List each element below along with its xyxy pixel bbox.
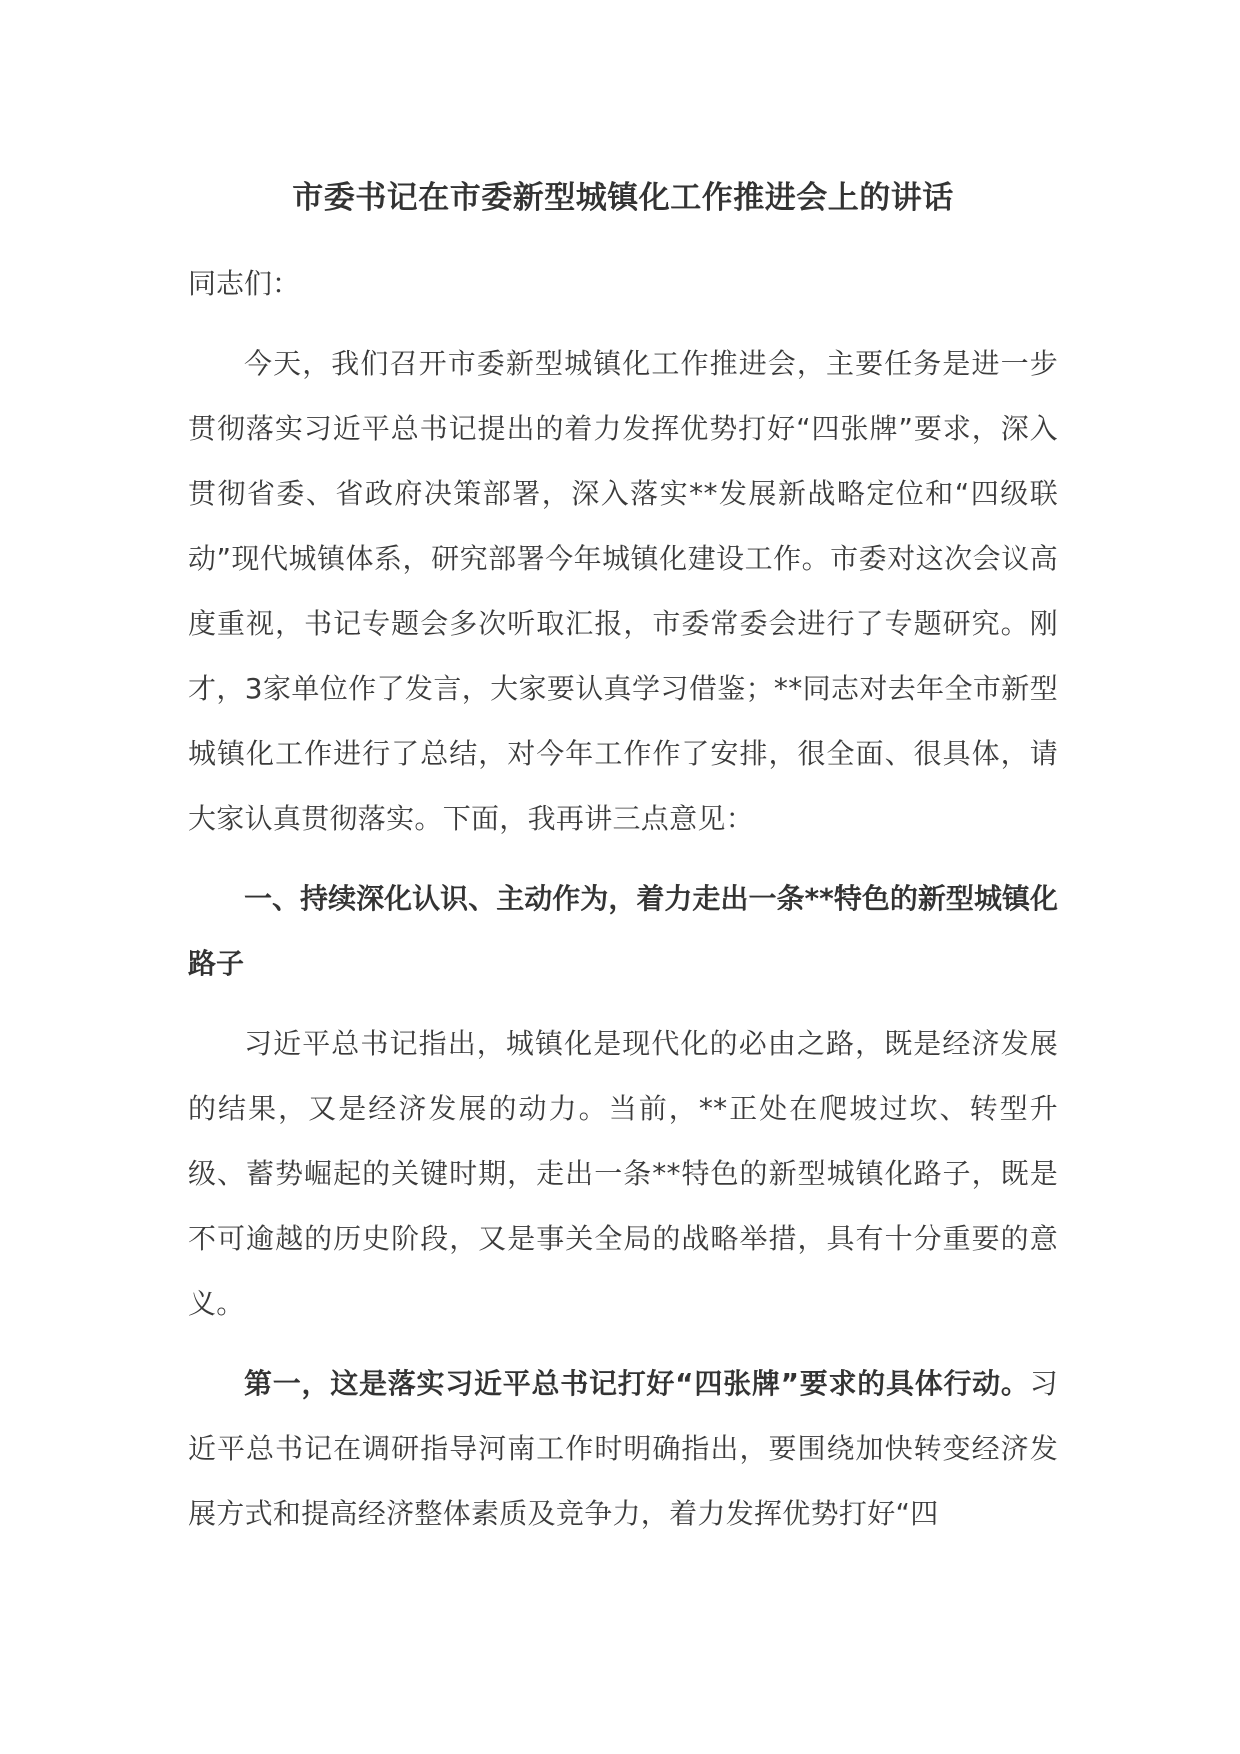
paragraph-section-1: 习近平总书记指出，城镇化是现代化的必由之路，既是经济发展的结果，又是经济发展的动力。当前，**正处在爬坡过坎、转型升级、蓄势崛起的关键时期，走出一条**特色的新型城镇化路子，既是不可逾越的历史阶段，又是事关全局的战略举措，具有十分重要的意义。 (188, 1027, 1058, 1320)
point-1-heading: 第一，这是落实习近平总书记打好“四张牌”要求的具体行动。 (244, 1367, 1030, 1400)
greeting: 同志们： (188, 267, 301, 300)
paragraph-intro: 今天，我们召开市委新型城镇化工作推进会，主要任务是进一步贯彻落实习近平总书记提出的着力发挥优势打好“四张牌”要求，深入贯彻省委、省政府决策部署，深入落实**发展新战略定位和“四级联动”现代城镇体系，研究部署今年城镇化建设工作。市委对这次会议高度重视，书记专题会多次听取汇报，市委常委会进行了专题研究。刚才，3家单位作了发言，大家要认真学习借鉴；**同志对去年全市新型城镇化工作进行了总结，对今年工作作了安排，很全面、很具体，请大家认真贯彻落实。下面，我再讲三点意见： (188, 347, 1058, 835)
section-heading-1: 一、持续深化认识、主动作为，着力走出一条**特色的新型城镇化路子 (188, 882, 1058, 980)
document-body (188, 170, 1058, 1546)
document-title: 市委书记在市委新型城镇化工作推进会上的讲话 (292, 180, 954, 216)
point-1-text: 习近平总书记在调研指导河南工作时明确指出，要围绕加快转变经济发展方式和提高经济整体素质及竞争力，着力发挥优势打好“四 (188, 1367, 1058, 1530)
point-1-paragraph (188, 1351, 1058, 1546)
